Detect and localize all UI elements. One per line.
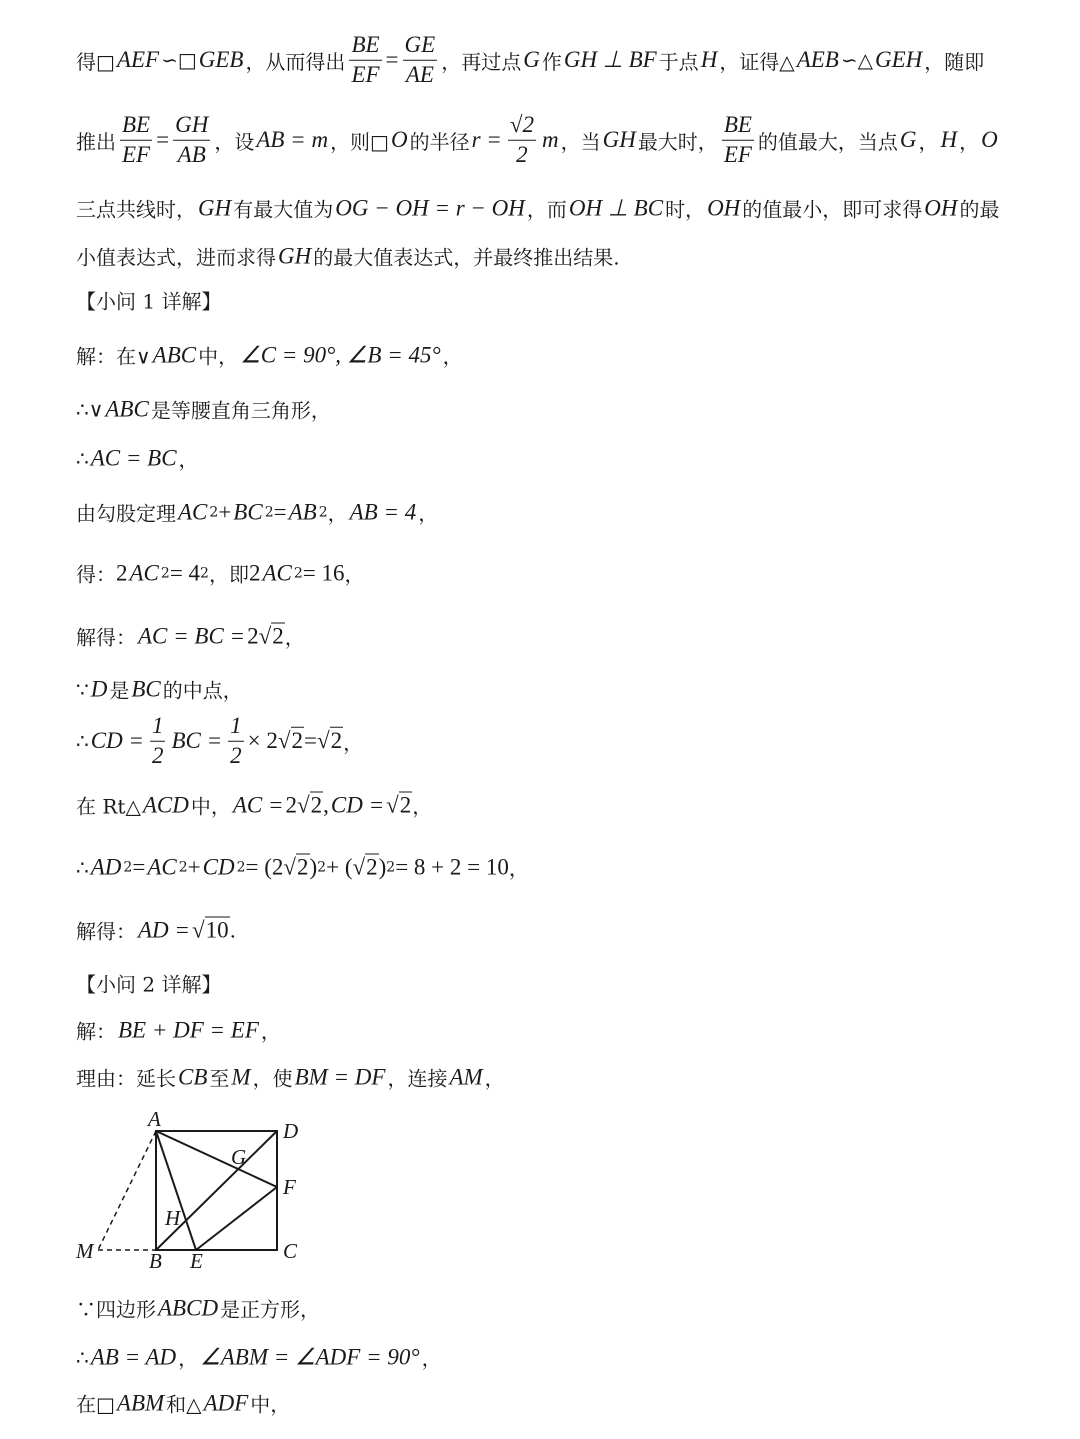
text-run: 最大时， <box>637 129 718 154</box>
text-run: 由勾股定理 <box>76 501 176 526</box>
math-number: = 4 <box>169 560 201 585</box>
text-run: ，而 <box>526 197 567 222</box>
radicand: 10 <box>205 917 229 942</box>
radicand: 2 <box>330 728 343 753</box>
math-expression: AC = BC <box>90 445 177 470</box>
text-run: 的中点， <box>162 678 243 703</box>
text-run: 作 <box>541 49 562 74</box>
square-root <box>352 854 378 880</box>
radical-sign-icon: √ <box>191 917 205 942</box>
text-run: ， <box>484 1066 505 1091</box>
text-run: 得： <box>76 562 116 587</box>
math-number: 2 <box>116 560 128 585</box>
math-expression: AD = <box>138 917 190 942</box>
label-c: C <box>283 1239 298 1263</box>
text-run: ∴ <box>76 1345 89 1369</box>
denominator: 2 <box>151 742 164 768</box>
superscript: 2 <box>317 859 327 875</box>
text-run: . <box>229 918 236 942</box>
text-line <box>76 341 463 370</box>
numerator: BE <box>349 31 381 61</box>
math-expression: GH <box>198 195 232 220</box>
square-root <box>386 792 412 818</box>
text-run: ， <box>327 501 348 526</box>
superscript: 2 <box>386 859 396 875</box>
square-root <box>297 792 323 818</box>
numerator: √2 <box>508 111 536 141</box>
segment-bd <box>156 1131 277 1250</box>
text-run: 是正方形， <box>220 1297 321 1322</box>
square-root <box>317 728 343 754</box>
text-run: 于点 <box>658 49 699 74</box>
text-line <box>76 622 305 651</box>
text-run: 解：在∨ <box>76 344 151 369</box>
label-b: B <box>149 1249 162 1273</box>
text-run: 理由：延长 <box>76 1066 176 1091</box>
fraction <box>403 31 438 90</box>
radical-sign-icon: √ <box>277 728 291 753</box>
math-expression: AB = m <box>256 127 329 152</box>
text-line <box>76 111 1000 170</box>
math-expression: BC <box>131 676 161 701</box>
radical-sign-icon: √ <box>352 854 366 879</box>
math-number: = (2 <box>245 854 284 879</box>
denominator: AE <box>405 61 434 87</box>
radicand: 2 <box>399 792 412 817</box>
math-expression: OH <box>924 195 958 220</box>
math-number: + <box>187 854 201 879</box>
radical-sign-icon: √ <box>386 792 399 817</box>
math-expression: BM = DF <box>294 1064 386 1089</box>
math-expression: AC <box>178 499 208 524</box>
text-run: ∴ <box>76 729 89 753</box>
superscript: 2 <box>123 859 133 875</box>
text-run: 解得： <box>76 625 136 650</box>
math-expression: AC = <box>232 792 284 817</box>
text-run: ∽□ <box>161 48 197 72</box>
math-expression: ACD <box>142 792 189 817</box>
text-run: ∴ <box>76 446 89 470</box>
math-expression: CD = <box>330 792 385 817</box>
text-run: ， <box>344 562 365 587</box>
math-expression: AM <box>449 1064 483 1089</box>
text-run: 和△ <box>166 1392 202 1417</box>
fraction <box>228 712 244 771</box>
fraction <box>173 111 210 170</box>
math-expression: AC <box>262 560 292 585</box>
math-expression: D <box>90 676 108 701</box>
text-run: ， <box>421 1346 442 1371</box>
label-g: G <box>231 1145 247 1169</box>
label-d: D <box>283 1119 299 1143</box>
math-number: = <box>273 499 287 524</box>
text-run: ，证得△ <box>719 49 795 74</box>
text-run: ， <box>284 625 305 650</box>
text-run: 是等腰直角三角形， <box>150 398 331 423</box>
fraction <box>349 31 381 90</box>
denominator: AB <box>177 141 206 167</box>
text-run: 三点共线时， <box>76 197 196 222</box>
denominator: EF <box>351 61 380 87</box>
text-run: 有最大值为 <box>233 197 334 222</box>
text-run: ，设 <box>214 129 255 154</box>
math-expression: G <box>523 47 540 72</box>
math-number: = <box>304 728 317 753</box>
math-expression: ADF <box>203 1390 249 1415</box>
math-expression: AB = AD <box>90 1344 177 1369</box>
segment-ef <box>196 1187 277 1250</box>
text-run: ， <box>343 730 364 755</box>
square-root <box>259 623 285 649</box>
numerator: GE <box>403 31 438 61</box>
math-number: = <box>132 854 146 879</box>
numerator: 1 <box>150 712 166 742</box>
math-expression: m <box>541 127 559 152</box>
radicand: 2 <box>297 854 309 879</box>
math-expression: OG − OH = r − OH <box>335 195 525 220</box>
numerator: 1 <box>228 712 244 742</box>
math-number: = <box>385 47 399 72</box>
numerator: BE <box>722 111 754 141</box>
text-run: 至 <box>209 1066 230 1091</box>
math-number: ) <box>309 854 318 879</box>
math-expression: ∠C = 90°, ∠B = 45° <box>240 342 441 367</box>
text-run: ∵四边形 <box>76 1297 156 1322</box>
text-line <box>76 1389 290 1418</box>
text-run: 小值表达式，进而求得 <box>76 245 276 270</box>
math-expression: O <box>390 127 408 152</box>
label-m: M <box>76 1239 94 1263</box>
text-run: 解： <box>76 1019 116 1044</box>
label-f: F <box>283 1175 296 1199</box>
math-number: = 16 <box>302 560 345 585</box>
text-run: ，当 <box>560 129 601 154</box>
text-run: 推出 <box>76 129 116 154</box>
math-expression: CB <box>178 1064 208 1089</box>
radicand: 2 <box>291 728 303 753</box>
text-run: 的值最大，当点 <box>757 129 898 154</box>
radicand: 2 <box>366 854 378 879</box>
numerator: BE <box>120 111 152 141</box>
math-expression: AC <box>147 854 177 879</box>
text-run: 【小问 2 详解】 <box>76 972 222 997</box>
denominator: EF <box>122 141 151 167</box>
text-run: 中， <box>198 344 239 369</box>
math-number: = <box>156 127 170 152</box>
math-expression: AEF <box>116 47 160 72</box>
fraction <box>722 111 754 170</box>
text-run: 【小问 1 详解】 <box>76 289 222 314</box>
math-expression: AB = 4 <box>349 499 417 524</box>
math-expression: ABCD <box>158 1295 219 1320</box>
math-expression: H <box>700 47 718 72</box>
math-expression: GH <box>602 127 636 152</box>
text-run: ，再过点 <box>441 49 522 74</box>
math-number: , <box>323 792 329 817</box>
denominator: 2 <box>230 742 242 768</box>
text-run: ， <box>508 856 529 881</box>
text-run: ，使 <box>252 1066 293 1091</box>
text-line <box>76 286 221 315</box>
text-run: ， <box>260 1019 281 1044</box>
text-run: 是 <box>109 678 130 703</box>
square-root <box>283 854 309 880</box>
text-run: ∴ <box>76 855 89 879</box>
superscript: 2 <box>318 504 328 520</box>
text-run: ∴∨ <box>76 397 104 421</box>
radical-sign-icon: √ <box>297 792 310 817</box>
text-run: 在 Rt△ <box>76 794 141 819</box>
segment-af <box>156 1131 277 1187</box>
text-run: 的最 <box>959 197 1000 222</box>
superscript: 2 <box>264 504 274 520</box>
text-run: 在□ <box>76 1392 115 1417</box>
text-run: 中， <box>250 1392 291 1417</box>
text-line <box>76 712 363 771</box>
text-run: ，即 <box>208 562 249 587</box>
text-run: ， <box>178 447 199 472</box>
math-expression: AC = BC = <box>138 623 246 648</box>
text-line <box>76 444 199 473</box>
text-run: ∵ <box>76 677 89 701</box>
radical-sign-icon: √ <box>316 728 330 753</box>
math-expression: BC = <box>171 728 223 753</box>
text-line <box>76 242 620 271</box>
text-line <box>76 675 243 704</box>
text-run: 中， <box>190 794 231 819</box>
radical-sign-icon: √ <box>258 623 272 648</box>
text-run: 的值最小，即可求得 <box>742 197 923 222</box>
math-number: + <box>218 499 232 524</box>
fraction <box>150 712 166 771</box>
math-expression: CD <box>202 854 235 879</box>
text-run: 得□ <box>76 49 115 74</box>
segment-ae <box>156 1131 196 1250</box>
text-line <box>76 31 984 90</box>
denominator: 2 <box>516 141 528 167</box>
superscript: 2 <box>209 504 219 520</box>
math-number: 2 <box>285 792 298 817</box>
math-number: 2 <box>248 560 261 585</box>
fraction <box>120 111 152 170</box>
text-run: ，从而得出 <box>245 49 346 74</box>
math-expression: ∠ABM = ∠ADF = 90° <box>200 1344 420 1369</box>
text-run: ， <box>959 129 980 154</box>
text-line <box>76 916 236 945</box>
math-expression: ABM <box>116 1390 165 1415</box>
math-expression: AD <box>90 854 122 879</box>
superscript: 2 <box>178 859 188 875</box>
math-expression: G <box>899 127 917 152</box>
math-expression: AC <box>129 560 159 585</box>
math-number: 2 <box>247 623 259 648</box>
superscript: 2 <box>200 565 209 581</box>
math-number: ) <box>378 854 387 879</box>
text-line <box>76 498 438 527</box>
text-line <box>76 969 221 998</box>
math-expression: BE + DF = EF <box>118 1017 259 1042</box>
denominator: EF <box>723 141 752 167</box>
text-run: ，则□ <box>330 129 389 154</box>
text-run: ， <box>178 1346 199 1371</box>
text-line <box>76 853 529 882</box>
math-expression: r = <box>471 127 502 152</box>
math-expression: ABC <box>152 342 197 367</box>
radical-sign-icon: √ <box>283 854 296 879</box>
radicand: 2 <box>272 623 284 648</box>
text-run: ， <box>412 794 433 819</box>
math-expression: GEH <box>875 47 923 72</box>
segment-am-dashed <box>98 1131 156 1250</box>
square-root <box>278 728 304 754</box>
text-run: ， <box>442 344 463 369</box>
math-expression: ABC <box>105 396 149 421</box>
text-run: ∽△ <box>840 48 873 72</box>
text-line <box>76 791 432 820</box>
text-run: ， <box>418 501 439 526</box>
math-expression: AEB <box>796 47 839 72</box>
text-line <box>76 1063 505 1092</box>
math-expression: CD = <box>90 728 144 753</box>
text-run: 的半径 <box>409 129 470 154</box>
text-line <box>76 1294 320 1323</box>
label-h: H <box>165 1206 181 1230</box>
fraction <box>508 111 536 170</box>
label-a: A <box>148 1107 161 1131</box>
text-run: 解得： <box>76 919 136 944</box>
text-run: ，随即 <box>924 49 985 74</box>
label-e: E <box>190 1249 203 1273</box>
text-run: 时， <box>665 197 706 222</box>
superscript: 2 <box>160 565 170 581</box>
math-expression: OH <box>707 195 741 220</box>
text-line <box>76 1016 281 1045</box>
math-number: = 8 + 2 = 10 <box>395 854 509 879</box>
superscript: 2 <box>293 565 303 581</box>
text-line <box>76 194 1000 223</box>
square-root <box>192 917 230 943</box>
math-expression: OH ⊥ BC <box>568 195 664 220</box>
text-run: 的最大值表达式，并最终推出结果. <box>313 245 620 270</box>
math-expression: GH <box>278 243 312 268</box>
math-expression: AB <box>288 499 317 524</box>
math-expression: GEB <box>198 47 244 72</box>
math-expression: M <box>231 1064 251 1089</box>
text-run: ， <box>918 129 939 154</box>
math-expression: O <box>981 127 998 152</box>
math-expression: GH ⊥ BF <box>563 47 657 72</box>
math-expression: H <box>940 127 958 152</box>
text-line <box>76 559 365 588</box>
radicand: 2 <box>310 792 323 817</box>
superscript: 2 <box>236 859 246 875</box>
math-number: + ( <box>326 854 353 879</box>
math-expression: BC <box>233 499 263 524</box>
numerator: GH <box>173 111 210 141</box>
math-number: × 2 <box>247 728 278 753</box>
text-line <box>76 1343 442 1372</box>
text-run: ，连接 <box>387 1066 448 1091</box>
text-line <box>76 395 331 424</box>
